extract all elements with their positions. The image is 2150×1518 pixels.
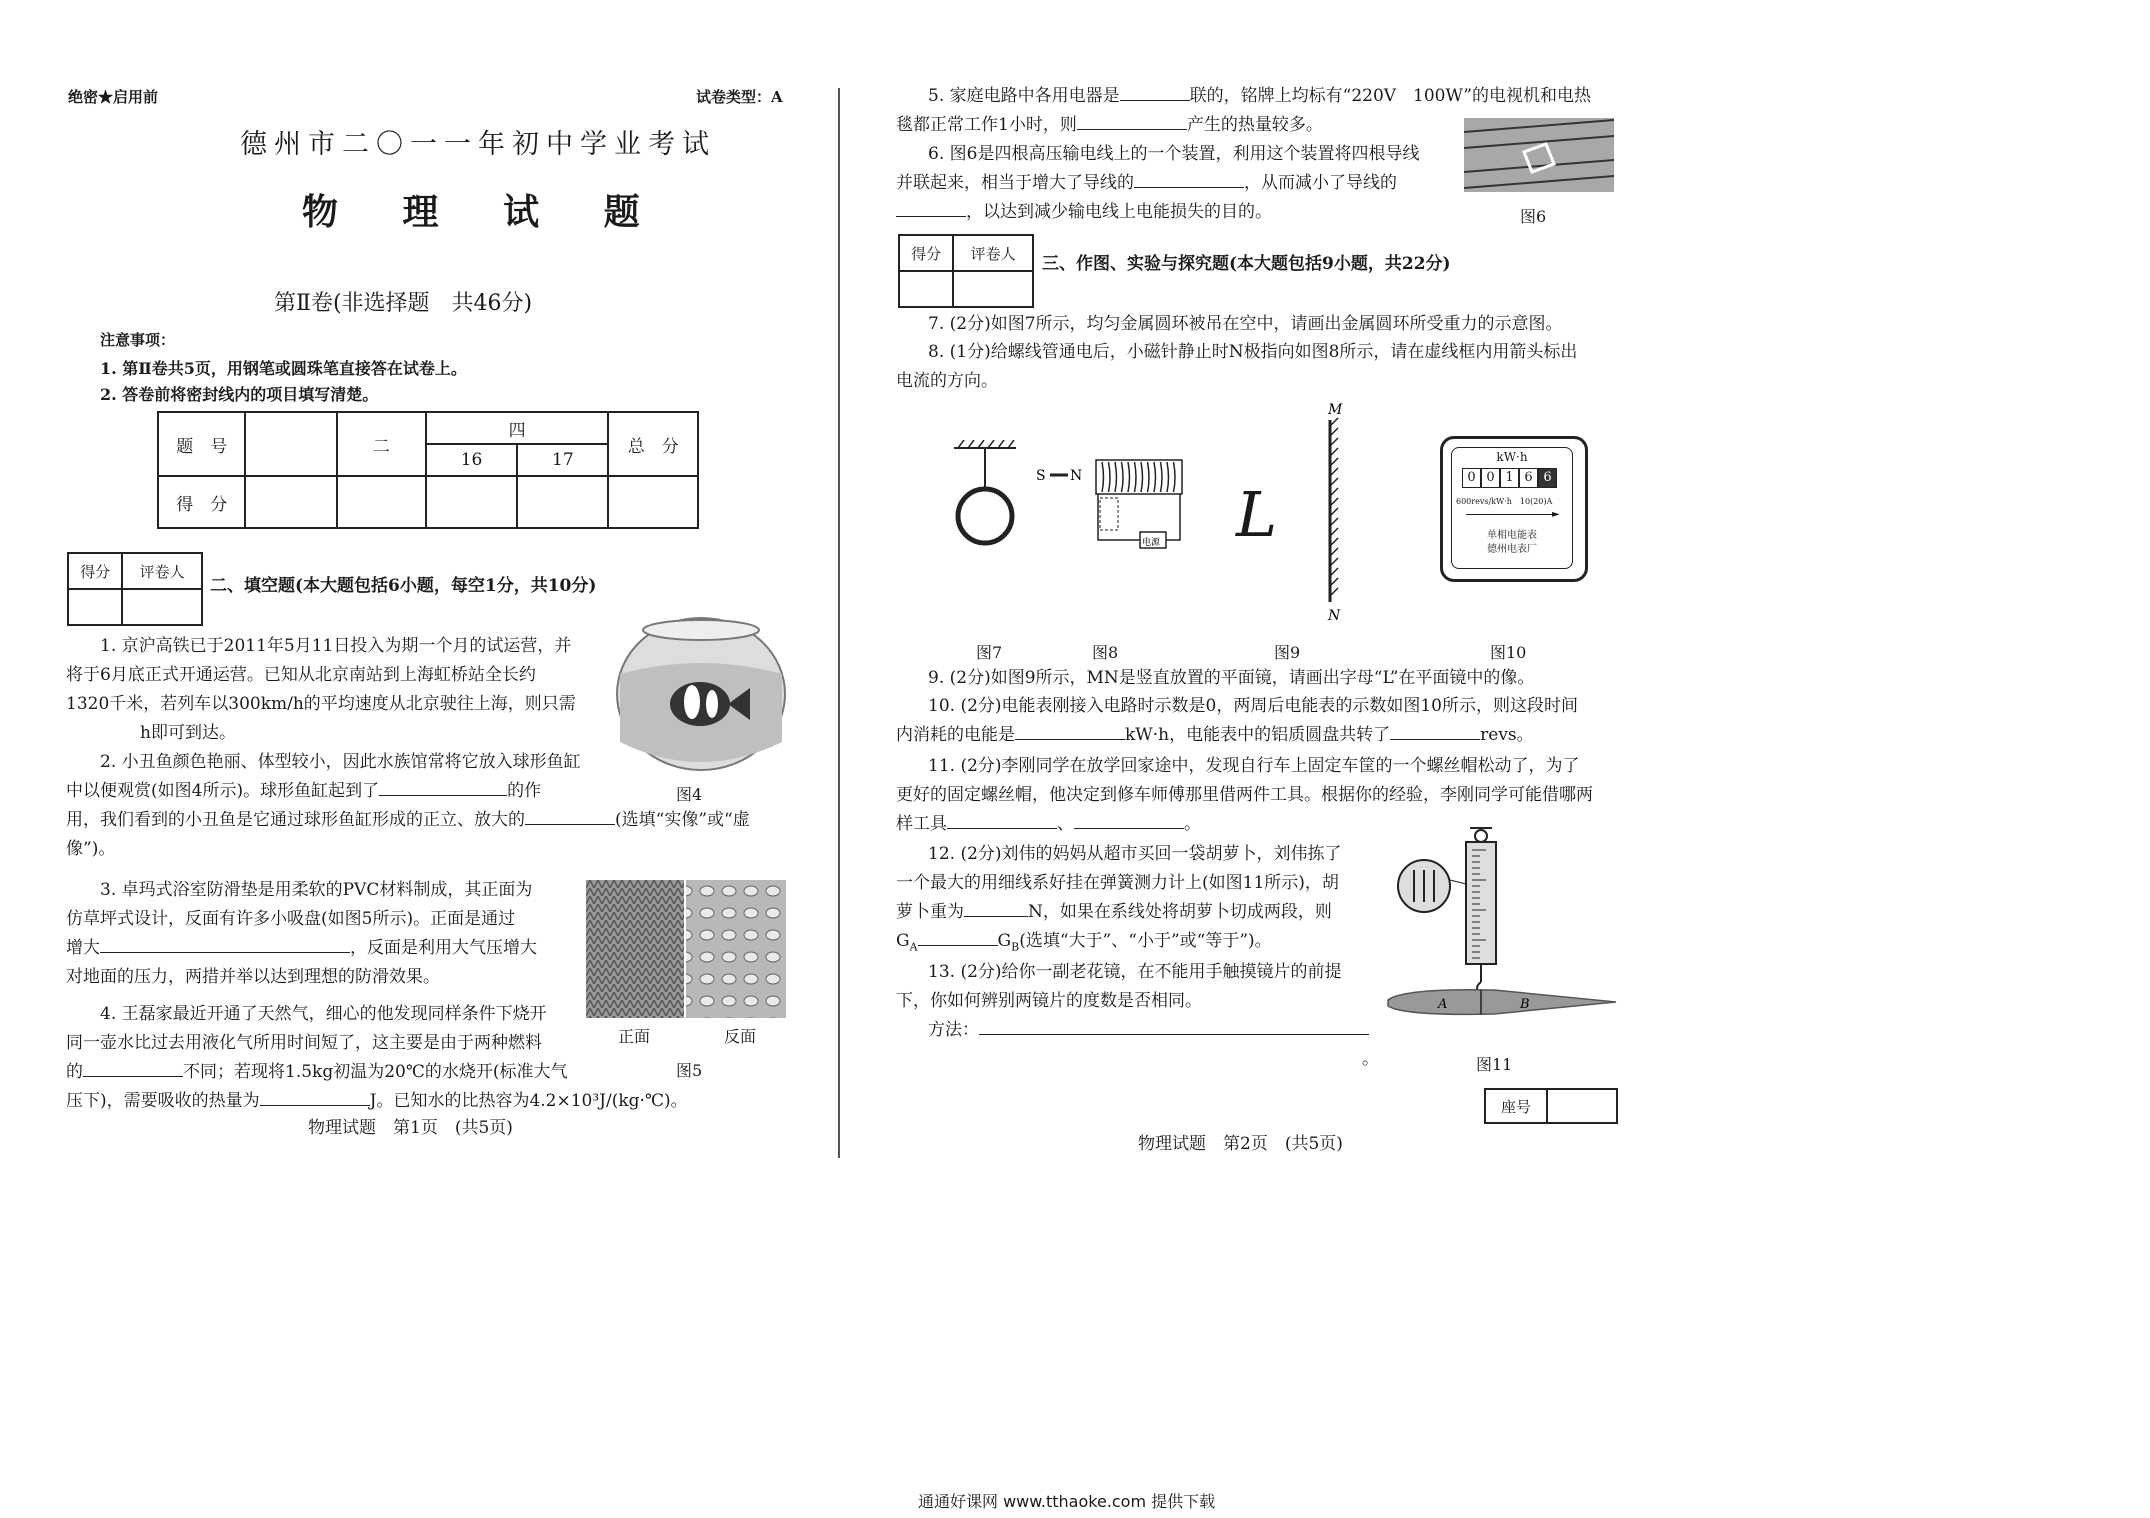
fig8-caption: 图8 [1092, 643, 1119, 662]
note-item-1: 1. 第Ⅱ卷共5页，用钢笔或圆珠笔直接答在试卷上。 [100, 359, 467, 378]
fig10-digit: 0 [1481, 468, 1500, 488]
coil-loop [1148, 462, 1150, 492]
q3-line: 对地面的压力，两措并举以达到理想的防滑效果。 [66, 967, 440, 987]
question-12 [896, 840, 1376, 961]
fig10-digit: 0 [1462, 468, 1481, 488]
confidential-tag: 绝密★启用前 [68, 88, 159, 106]
paper-type: 试卷类型：A [696, 88, 783, 106]
fig6-caption: 图6 [1520, 207, 1547, 226]
score-cell[interactable] [426, 476, 517, 528]
q12-text: G [997, 931, 1012, 951]
q12-text: (选填“大于”、“小于”或“等于”)。 [1019, 931, 1272, 951]
q12-sub-b: B [1011, 940, 1020, 954]
page1-footer: 物理试题 第1页 (共5页) [308, 1118, 513, 1138]
fig11-caption: 图11 [1476, 1055, 1513, 1074]
fig10-digit: 1 [1500, 468, 1519, 488]
q5-blank-2[interactable] [1077, 111, 1187, 130]
score-cell[interactable] [337, 476, 426, 528]
q12-line: 12. (2分)刘伟的妈妈从超市买回一袋胡萝卜，刘伟拣了 [928, 844, 1342, 864]
question-8 [896, 338, 1616, 396]
q3-text: ，反面是利用大气压增大 [350, 938, 537, 958]
q3-text: 增大 [66, 938, 100, 958]
q2-line: 2. 小丑鱼颜色艳丽、体型较小，因此水族馆常将它放入球形鱼缸 [100, 752, 581, 772]
q4-line: 4. 王磊家最近开通了天然气，细心的他发现同样条件下烧开 [100, 1004, 547, 1024]
fig9-letter-l: L [1236, 478, 1278, 551]
score-cell[interactable] [245, 476, 336, 528]
q12-text: 萝卜重为 [896, 902, 964, 922]
score-table-col-1 [245, 412, 336, 476]
fig9-m-label: M [1328, 402, 1343, 418]
fig10-unit: kW·h [1496, 450, 1528, 464]
fig10-disc-line [1466, 514, 1558, 515]
score-cell[interactable] [517, 476, 608, 528]
fig11-label-b: B [1520, 997, 1530, 1012]
q4-text: 的 [66, 1062, 83, 1082]
q11-line: 11. (2分)李刚同学在放学回家途中，发现自行车上固定车筐的一个螺丝帽松动了，为了 [928, 756, 1580, 776]
fig5-front-label: 正面 [618, 1027, 651, 1046]
q5-text: 联的，铭牌上均标有“220V 100W”的电视机和电热 [1189, 86, 1591, 106]
fig6-power-line-image [1464, 118, 1614, 192]
q6-blank-2[interactable] [896, 198, 966, 217]
fig8-s-label: S [1036, 468, 1046, 484]
coil-loop [1102, 462, 1104, 492]
section2-title: 二、填空题(本大题包括6小题，每空1分，共10分) [210, 576, 597, 596]
q2-text: 用，我们看到的小丑鱼是它通过球形鱼缸形成的正立、放大的 [66, 810, 525, 830]
q11-blank-2[interactable] [1074, 810, 1184, 829]
q11-blank-1[interactable] [947, 810, 1057, 829]
fig8-n-label: N [1070, 468, 1083, 484]
coil-loop [1161, 462, 1163, 492]
site-footer: 通通好课网 www.tthaoke.com 提供下载 [918, 1492, 1216, 1511]
fig10-digit: 6 [1538, 468, 1557, 488]
question-1 [66, 632, 594, 748]
q13-line: 下，你如何辨别两镜片的度数是否相同。 [896, 991, 1202, 1011]
score-table-col-label: 题 号 [158, 412, 245, 476]
q4-line: 同一壶水比过去用液化气所用时间短了，这主要是由于两种燃料 [66, 1033, 542, 1053]
fig8-power-label: 电源 [1142, 538, 1161, 548]
q1-line: h即可到达。 [140, 723, 236, 743]
coil-loop [1174, 462, 1176, 492]
question-4 [66, 1000, 806, 1116]
q10-text: 内消耗的电能是 [896, 725, 1015, 745]
fig8-solenoid-diagram [1036, 448, 1196, 558]
note-item-2: 2. 答卷前将密封线内的项目填写清楚。 [100, 385, 379, 404]
score-cell[interactable] [608, 476, 698, 528]
section3-title: 三、作图、实验与探究题(本大题包括9小题，共22分) [1042, 254, 1451, 274]
q3-blank-1[interactable] [100, 934, 350, 953]
fig4-caption: 图4 [676, 785, 703, 804]
notes-heading: 注意事项： [100, 331, 176, 349]
grader-name-cell[interactable] [122, 589, 202, 625]
q5-text: 毯都正常工作1小时，则 [896, 115, 1077, 135]
grader-box-1 [67, 552, 203, 626]
q4-blank-1[interactable] [83, 1058, 183, 1077]
q3-line: 仿草坪式设计，反面有许多小吸盘(如图5所示)。正面是通过 [66, 909, 516, 929]
volume-title: 第Ⅱ卷(非选择题 共46分) [274, 291, 533, 316]
grader-name-cell[interactable] [953, 271, 1033, 307]
fig11-label-a: A [1438, 997, 1448, 1012]
q4-text: 不同；若现将1.5kg初温为20℃的水烧开(标准大气 [183, 1062, 568, 1082]
coil-loop [1122, 462, 1124, 492]
score-table [157, 411, 699, 529]
coil-loop [1141, 462, 1143, 492]
fig7-caption: 图7 [976, 643, 1003, 662]
grader-name-label: 评卷人 [122, 553, 202, 589]
q8-line: 8. (1分)给螺线管通电后，小磁针静止时N极指向如图8所示，请在虚线框内用箭头标出 [928, 342, 1578, 362]
fig10-caption: 图10 [1490, 643, 1527, 662]
fig10-name-2: 德州电表厂 [1487, 544, 1537, 555]
coil-loop [1128, 462, 1130, 492]
q4-text: J。已知水的比热容为4.2×10³J/(kg·℃)。 [369, 1091, 688, 1111]
subject-title: 物 理 试 题 [302, 191, 666, 233]
fig5-caption: 图5 [676, 1061, 703, 1080]
question-2 [66, 748, 806, 864]
q2-text: (选填“实像”或“虚 [615, 810, 750, 830]
fig10-digit: 6 [1519, 468, 1538, 488]
coil-loop [1167, 462, 1169, 492]
question-10 [896, 692, 1616, 750]
seat-number-cell[interactable] [1547, 1089, 1617, 1123]
q10-blank-1[interactable] [1015, 721, 1125, 740]
q2-line: 像”)。 [66, 839, 116, 859]
q6-blank-1[interactable] [1134, 169, 1244, 188]
page-divider [838, 88, 840, 1158]
fig9-n-label: N [1328, 608, 1341, 622]
q13-text: 。 [1362, 1049, 1379, 1069]
score-table-col-2: 二 [337, 412, 426, 476]
q5-text: 5. 家庭电路中各用电器是 [928, 86, 1120, 106]
page2-footer: 物理试题 第2页 (共5页) [1138, 1134, 1343, 1154]
q12-text: G [896, 931, 910, 951]
q11-text: 样工具 [896, 814, 947, 834]
q2-blank-1[interactable] [379, 777, 507, 796]
fig10-rating: 600revs/kW·h 10(20)A [1456, 497, 1553, 506]
fig10-name-1: 单相电能表 [1487, 530, 1537, 541]
q3-line: 3. 卓玛式浴室防滑垫是用柔软的PVC材料制成，其正面为 [100, 880, 533, 900]
q11-line: 更好的固定螺丝帽，他决定到修车师傅那里借两件工具。根据你的经验，李刚同学可能借哪两 [896, 785, 1593, 805]
coil-loop [1135, 462, 1137, 492]
fig9-caption: 图9 [1274, 643, 1301, 662]
q6-line: 6. 图6是四根高压输电线上的一个装置，利用这个装置将四根导线 [928, 144, 1420, 164]
q13-text: 方法： [928, 1020, 979, 1040]
q1-line: 1320千米，若列车以300km/h的平均速度从北京驶往上海，则只需 [66, 694, 576, 714]
q12-blank-2[interactable] [918, 927, 998, 946]
fig5-mat-image [586, 880, 786, 1018]
q12-text: N，如果在系线处将胡萝卜切成两段，则 [1028, 902, 1332, 922]
q5-text: 产生的热量较多。 [1186, 115, 1323, 135]
q2-text: 中以便观赏(如图4所示)。球形鱼缸起到了 [66, 781, 380, 801]
q4-text: 压下)，需要吸收的热量为 [66, 1091, 260, 1111]
exam-title: 德州市二〇一一年初中学业考试 [240, 129, 716, 160]
grader-name-label: 评卷人 [953, 235, 1033, 271]
question-7: 7. (2分)如图7所示，均匀金属圆环被吊在空中，请画出金属圆环所受重力的示意图。 [928, 314, 1563, 334]
q6-text: 并联起来，相当于增大了导线的 [896, 173, 1134, 193]
q10-line: 10. (2分)电能表刚接入电路时示数是0，两周后电能表的示数如图10所示，则这段时间 [928, 696, 1578, 716]
fig11-spring-scale-diagram [1384, 824, 1620, 1034]
seat-label: 座号 [1485, 1089, 1547, 1123]
q13-line: 13. (2分)给你一副老花镜，在不能用手触摸镜片的前提 [928, 962, 1342, 982]
q2-blank-2[interactable] [525, 806, 615, 825]
score-table-total: 总 分 [608, 412, 698, 476]
fig10-energy-meter [1440, 436, 1588, 582]
grader-score-label: 得分 [68, 553, 122, 589]
question-9: 9. (2分)如图9所示，MN是竖直放置的平面镜，请画出字母“L”在平面镜中的像。 [928, 668, 1535, 688]
grader-score-label: 得分 [899, 235, 953, 271]
seat-number-box [1484, 1088, 1618, 1124]
q5-blank-1[interactable] [1120, 82, 1190, 101]
fig10-arrow-icon: ► [1552, 509, 1560, 520]
fig5-back-label: 反面 [724, 1027, 757, 1046]
grader-score-cell[interactable] [68, 589, 122, 625]
fig7-ring-diagram [950, 440, 1020, 550]
question-6 [896, 140, 1456, 227]
q6-text: ，以达到减少输电线上电能损失的目的。 [966, 202, 1272, 222]
score-table-row-label: 得 分 [158, 476, 245, 528]
coil-loop [1115, 462, 1117, 492]
q10-blank-2[interactable] [1390, 721, 1480, 740]
q1-line: 将于6月底正式开通运营。已知从北京南站到上海虹桥站全长约 [66, 665, 536, 685]
q12-sub-a: A [909, 940, 918, 954]
grader-box-2 [898, 234, 1034, 308]
q4-blank-2[interactable] [260, 1087, 370, 1106]
q2-text: 的作 [507, 781, 542, 801]
q8-line: 电流的方向。 [896, 371, 998, 391]
coil-loop [1154, 462, 1156, 492]
score-table-sub-17: 17 [517, 444, 608, 476]
coil-loop [1109, 462, 1111, 492]
q1-line: 1. 京沪高铁已于2011年5月11日投入为期一个月的试运营，并 [100, 636, 572, 656]
q13-method-blank[interactable] [979, 1016, 1369, 1035]
q6-text: ，从而减小了导线的 [1244, 173, 1397, 193]
grader-score-cell[interactable] [899, 271, 953, 307]
q10-text: kW·h，电能表中的铝质圆盘共转了 [1125, 725, 1391, 745]
question-3 [66, 876, 586, 992]
q11-text: 。 [1184, 814, 1201, 834]
q10-text: revs。 [1480, 725, 1534, 745]
q12-blank-1[interactable] [964, 898, 1028, 917]
fig10-digits [1462, 468, 1557, 488]
fig9-mirror-diagram [1310, 400, 1350, 622]
question-13 [896, 958, 1379, 1074]
score-table-sub-16: 16 [426, 444, 517, 476]
q11-text: 、 [1057, 814, 1074, 834]
score-table-col-3: 四 [426, 412, 609, 444]
q12-line: 一个最大的用细线系好挂在弹簧测力计上(如图11所示)，胡 [896, 873, 1339, 893]
